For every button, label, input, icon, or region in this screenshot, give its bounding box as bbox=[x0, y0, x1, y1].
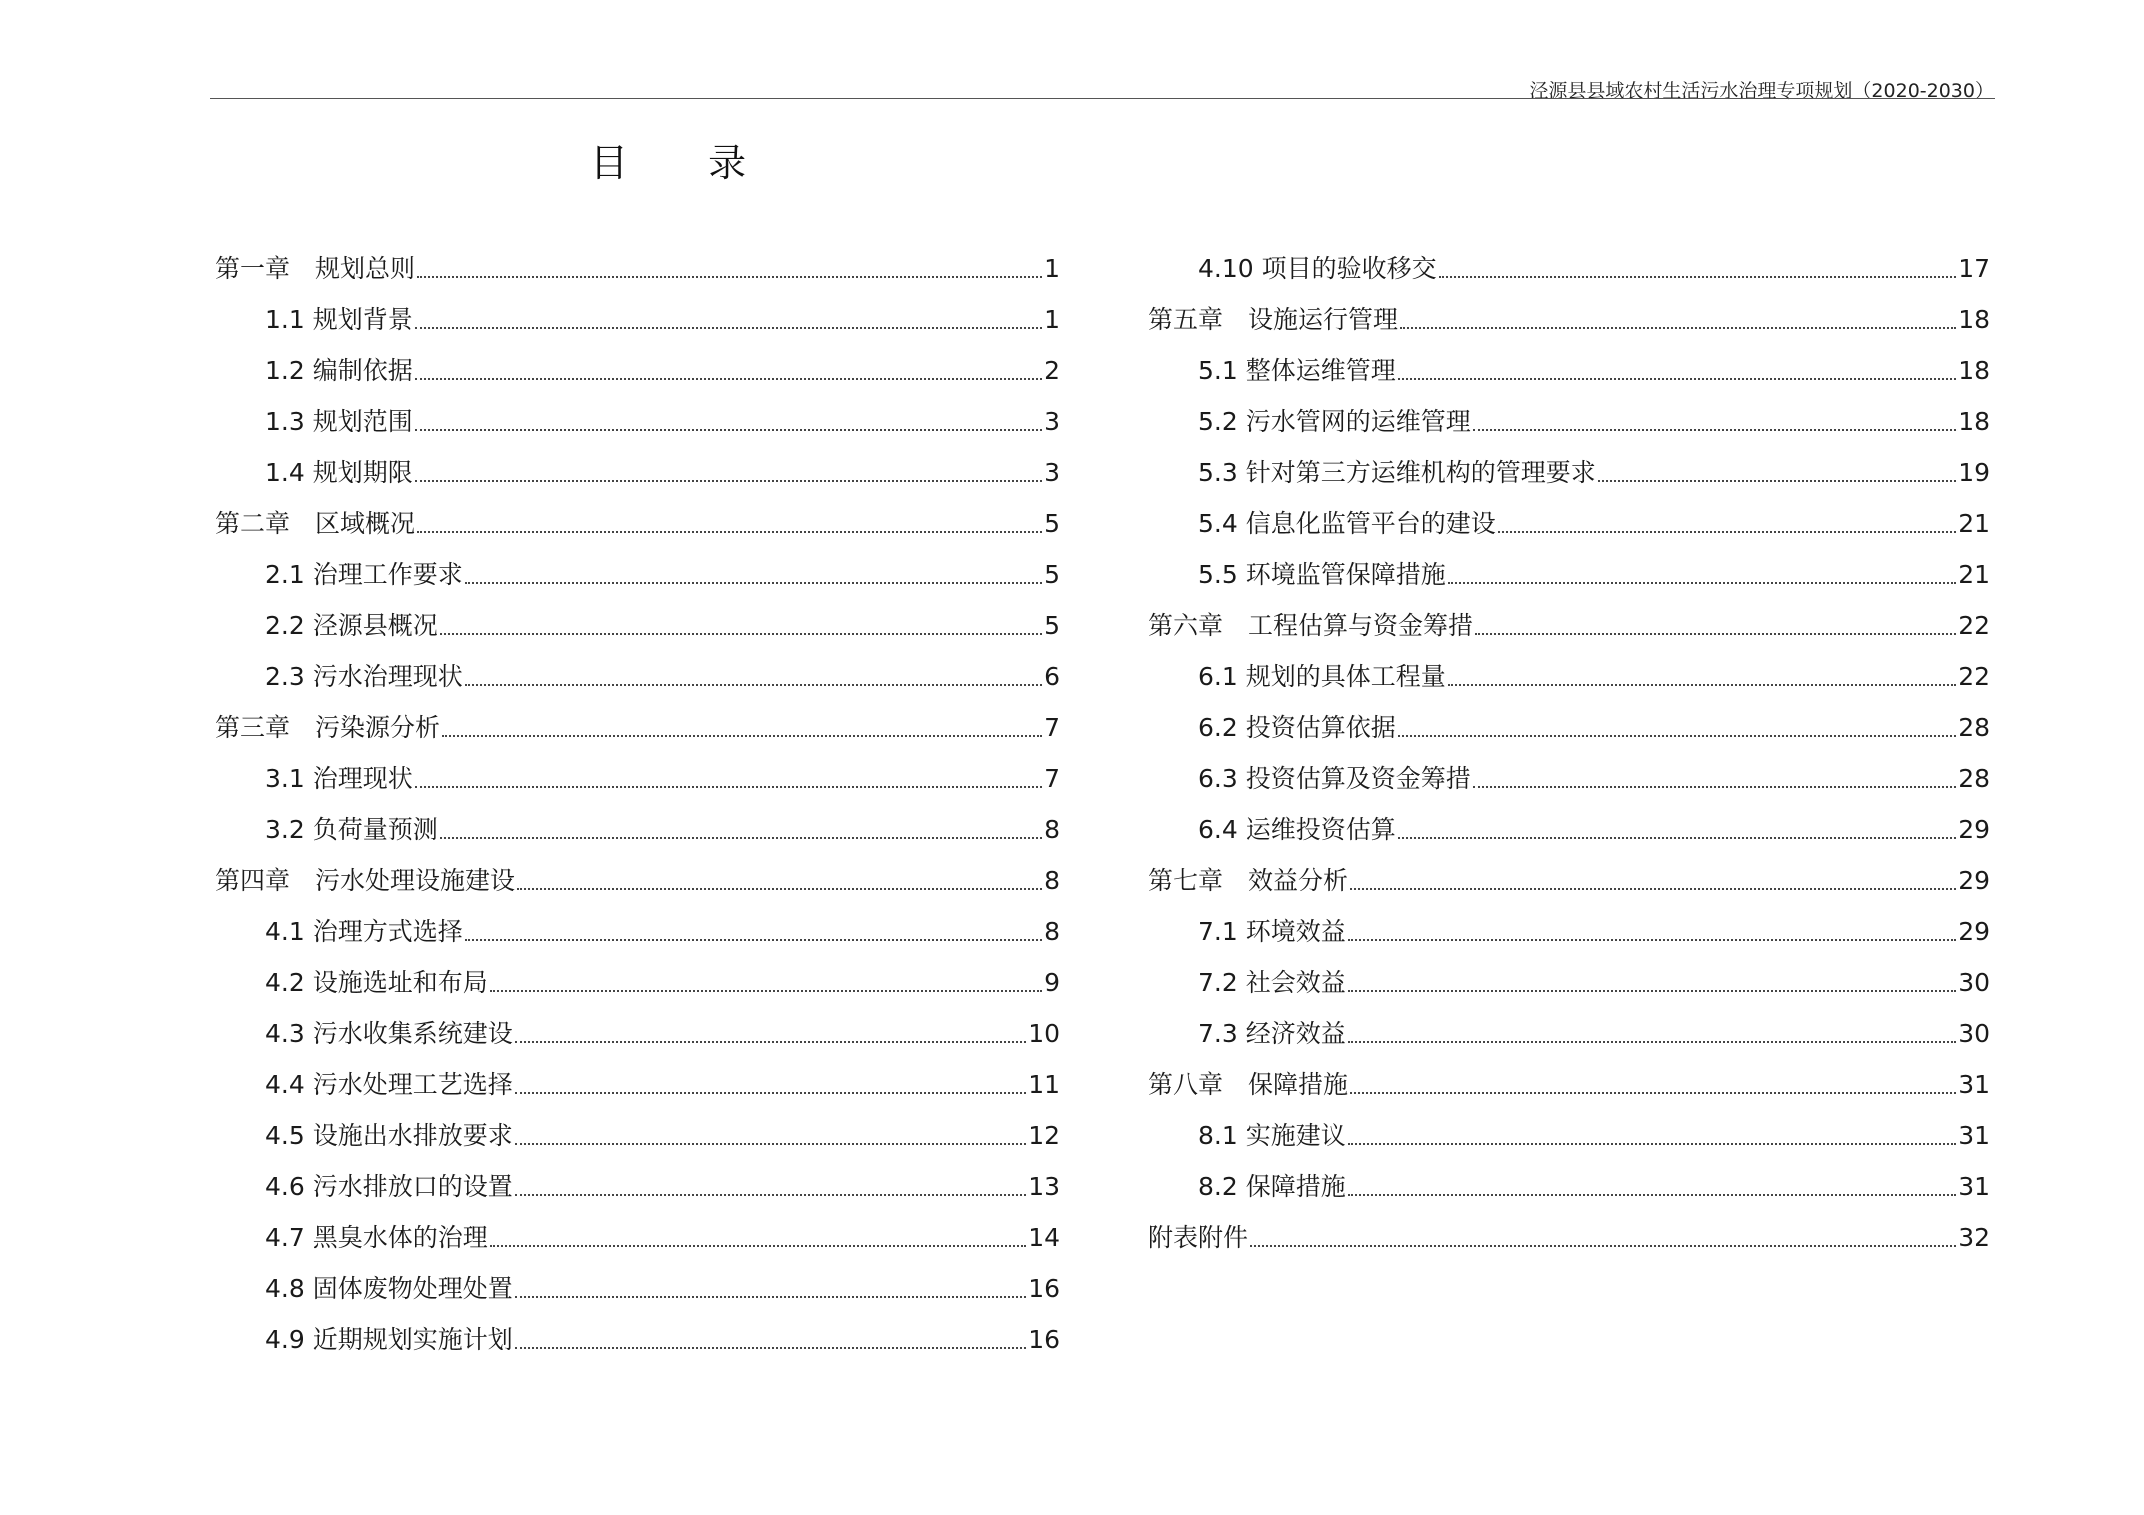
dot-leader bbox=[415, 480, 1042, 482]
toc-entry-page-number: 10 bbox=[1028, 1019, 1060, 1048]
toc-section-entry[interactable] bbox=[1148, 1159, 1990, 1210]
document-header-title: 泾源县县域农村生活污水治理专项规划（2020-2030） bbox=[1529, 80, 1994, 102]
toc-entry-page-number: 2 bbox=[1044, 356, 1060, 385]
toc-section-entry[interactable] bbox=[215, 445, 1060, 496]
dot-leader bbox=[415, 786, 1042, 788]
toc-entry-page-number: 1 bbox=[1044, 305, 1060, 334]
toc-entry-page-number: 1 bbox=[1044, 254, 1060, 283]
toc-section-entry[interactable] bbox=[1148, 1108, 1990, 1159]
toc-chapter-entry[interactable] bbox=[215, 853, 1060, 904]
dot-leader bbox=[440, 633, 1042, 635]
toc-entry-page-number: 21 bbox=[1958, 509, 1990, 538]
dot-leader bbox=[1348, 990, 1956, 992]
toc-entry-label: 3.2 负荷量预测 bbox=[265, 815, 438, 844]
toc-chapter-entry[interactable] bbox=[1148, 598, 1990, 649]
toc-heading: 目 录 bbox=[590, 141, 781, 185]
toc-section-entry[interactable] bbox=[1148, 955, 1990, 1006]
toc-entry-label: 第五章 设施运行管理 bbox=[1148, 305, 1399, 334]
dot-leader bbox=[1473, 429, 1956, 431]
toc-right-column bbox=[1148, 241, 1990, 1261]
toc-entry-label: 5.2 污水管网的运维管理 bbox=[1198, 407, 1471, 436]
toc-section-entry[interactable] bbox=[1148, 751, 1990, 802]
dot-leader bbox=[415, 429, 1042, 431]
toc-entry-page-number: 11 bbox=[1028, 1070, 1060, 1099]
toc-entry-page-number: 29 bbox=[1958, 815, 1990, 844]
toc-entry-page-number: 3 bbox=[1044, 407, 1060, 436]
toc-section-entry[interactable] bbox=[215, 955, 1060, 1006]
dot-leader bbox=[1475, 633, 1956, 635]
toc-section-entry[interactable] bbox=[215, 292, 1060, 343]
toc-entry-label: 6.3 投资估算及资金筹措 bbox=[1198, 764, 1471, 793]
toc-entry-page-number: 30 bbox=[1958, 1019, 1990, 1048]
dot-leader bbox=[1250, 1245, 1956, 1247]
toc-entry-page-number: 22 bbox=[1958, 611, 1990, 640]
dot-leader bbox=[1498, 531, 1956, 533]
toc-section-entry[interactable] bbox=[1148, 547, 1990, 598]
toc-entry-page-number: 13 bbox=[1028, 1172, 1060, 1201]
dot-leader bbox=[417, 276, 1042, 278]
toc-entry-label: 3.1 治理现状 bbox=[265, 764, 413, 793]
dot-leader bbox=[1448, 582, 1956, 584]
toc-entry-page-number: 28 bbox=[1958, 764, 1990, 793]
toc-entry-page-number: 28 bbox=[1958, 713, 1990, 742]
toc-entry-page-number: 8 bbox=[1044, 866, 1060, 895]
toc-entry-label: 7.2 社会效益 bbox=[1198, 968, 1346, 997]
toc-entry-label: 4.8 固体废物处理处置 bbox=[265, 1274, 513, 1303]
toc-entry-label: 附表附件 bbox=[1148, 1223, 1249, 1252]
toc-section-entry[interactable] bbox=[215, 1261, 1060, 1312]
toc-entry-page-number: 31 bbox=[1958, 1070, 1990, 1099]
toc-entry-label: 4.6 污水排放口的设置 bbox=[265, 1172, 513, 1201]
toc-entry-label: 1.2 编制依据 bbox=[265, 356, 413, 385]
dot-leader bbox=[515, 1194, 1026, 1196]
toc-entry-page-number: 14 bbox=[1028, 1223, 1060, 1252]
toc-entry-label: 第六章 工程估算与资金筹措 bbox=[1148, 611, 1474, 640]
toc-section-entry[interactable] bbox=[1148, 1006, 1990, 1057]
toc-entry-label: 1.4 规划期限 bbox=[265, 458, 413, 487]
toc-section-entry[interactable] bbox=[215, 904, 1060, 955]
toc-entry-page-number: 32 bbox=[1958, 1223, 1990, 1252]
dot-leader bbox=[417, 531, 1042, 533]
toc-entry-label: 4.1 治理方式选择 bbox=[265, 917, 463, 946]
dot-leader bbox=[1348, 1041, 1956, 1043]
header-divider bbox=[210, 98, 1995, 99]
toc-entry-label: 6.2 投资估算依据 bbox=[1198, 713, 1396, 742]
toc-chapter-entry[interactable] bbox=[1148, 292, 1990, 343]
toc-section-entry[interactable] bbox=[215, 751, 1060, 802]
dot-leader bbox=[415, 378, 1042, 380]
toc-entry-page-number: 7 bbox=[1044, 713, 1060, 742]
toc-chapter-entry[interactable] bbox=[215, 700, 1060, 751]
toc-section-entry[interactable] bbox=[1148, 394, 1990, 445]
toc-entry-label: 2.3 污水治理现状 bbox=[265, 662, 463, 691]
dot-leader bbox=[517, 888, 1042, 890]
toc-entry-page-number: 12 bbox=[1028, 1121, 1060, 1150]
toc-entry-label: 7.3 经济效益 bbox=[1198, 1019, 1346, 1048]
toc-chapter-entry[interactable] bbox=[215, 496, 1060, 547]
toc-entry-page-number: 5 bbox=[1044, 611, 1060, 640]
dot-leader bbox=[1598, 480, 1956, 482]
toc-entry-page-number: 21 bbox=[1958, 560, 1990, 589]
toc-entry-label: 5.3 针对第三方运维机构的管理要求 bbox=[1198, 458, 1596, 487]
toc-chapter-entry[interactable] bbox=[1148, 853, 1990, 904]
dot-leader bbox=[1439, 276, 1957, 278]
toc-entry-page-number: 16 bbox=[1028, 1274, 1060, 1303]
toc-section-entry[interactable] bbox=[215, 598, 1060, 649]
toc-entry-label: 5.5 环境监管保障措施 bbox=[1198, 560, 1446, 589]
toc-entry-label: 7.1 环境效益 bbox=[1198, 917, 1346, 946]
toc-entry-page-number: 3 bbox=[1044, 458, 1060, 487]
toc-section-entry[interactable] bbox=[1148, 802, 1990, 853]
toc-entry-page-number: 7 bbox=[1044, 764, 1060, 793]
dot-leader bbox=[1398, 837, 1956, 839]
dot-leader bbox=[440, 837, 1042, 839]
dot-leader bbox=[1473, 786, 1956, 788]
dot-leader bbox=[490, 1245, 1026, 1247]
toc-section-entry[interactable] bbox=[215, 343, 1060, 394]
dot-leader bbox=[1398, 378, 1956, 380]
toc-section-entry[interactable] bbox=[215, 1312, 1060, 1363]
toc-entry-page-number: 30 bbox=[1958, 968, 1990, 997]
dot-leader bbox=[515, 1143, 1026, 1145]
toc-entry-page-number: 9 bbox=[1044, 968, 1060, 997]
dot-leader bbox=[1348, 939, 1956, 941]
toc-section-entry[interactable] bbox=[1148, 496, 1990, 547]
toc-entry-label: 第三章 污染源分析 bbox=[215, 713, 441, 742]
toc-entry-page-number: 31 bbox=[1958, 1121, 1990, 1150]
toc-entry-page-number: 5 bbox=[1044, 560, 1060, 589]
toc-entry-label: 4.3 污水收集系统建设 bbox=[265, 1019, 513, 1048]
toc-entry-label: 第二章 区域概况 bbox=[215, 509, 416, 538]
toc-section-entry[interactable] bbox=[215, 802, 1060, 853]
toc-entry-page-number: 31 bbox=[1958, 1172, 1990, 1201]
toc-section-entry[interactable] bbox=[1148, 904, 1990, 955]
toc-section-entry[interactable] bbox=[215, 1210, 1060, 1261]
toc-entry-label: 4.2 设施选址和布局 bbox=[265, 968, 488, 997]
dot-leader bbox=[465, 684, 1042, 686]
toc-section-entry[interactable] bbox=[215, 394, 1060, 445]
dot-leader bbox=[1348, 1143, 1956, 1145]
toc-entry-page-number: 18 bbox=[1958, 356, 1990, 385]
toc-section-entry[interactable] bbox=[215, 649, 1060, 700]
dot-leader bbox=[415, 327, 1042, 329]
dot-leader bbox=[1350, 888, 1956, 890]
toc-entry-label: 8.1 实施建议 bbox=[1198, 1121, 1346, 1150]
dot-leader bbox=[1348, 1194, 1956, 1196]
toc-entry-page-number: 29 bbox=[1958, 917, 1990, 946]
toc-entry-label: 8.2 保障措施 bbox=[1198, 1172, 1346, 1201]
toc-section-entry[interactable] bbox=[215, 1159, 1060, 1210]
toc-entry-page-number: 6 bbox=[1044, 662, 1060, 691]
toc-entry-label: 4.4 污水处理工艺选择 bbox=[265, 1070, 513, 1099]
toc-left-column bbox=[215, 241, 1060, 1363]
toc-entry-label: 4.7 黑臭水体的治理 bbox=[265, 1223, 488, 1252]
toc-chapter-entry[interactable] bbox=[215, 241, 1060, 292]
dot-leader bbox=[465, 582, 1042, 584]
toc-section-entry[interactable] bbox=[1148, 700, 1990, 751]
toc-section-entry[interactable] bbox=[215, 1108, 1060, 1159]
toc-section-entry[interactable] bbox=[1148, 343, 1990, 394]
toc-entry-label: 4.9 近期规划实施计划 bbox=[265, 1325, 513, 1354]
toc-entry-page-number: 8 bbox=[1044, 815, 1060, 844]
dot-leader bbox=[515, 1092, 1026, 1094]
toc-entry-page-number: 8 bbox=[1044, 917, 1060, 946]
dot-leader bbox=[515, 1041, 1026, 1043]
toc-entry-label: 5.1 整体运维管理 bbox=[1198, 356, 1396, 385]
toc-entry-page-number: 19 bbox=[1958, 458, 1990, 487]
toc-entry-label: 4.5 设施出水排放要求 bbox=[265, 1121, 513, 1150]
toc-section-entry[interactable] bbox=[215, 1057, 1060, 1108]
toc-entry-label: 6.4 运维投资估算 bbox=[1198, 815, 1396, 844]
dot-leader bbox=[1398, 735, 1956, 737]
toc-entry-label: 4.10 项目的验收移交 bbox=[1198, 254, 1437, 283]
dot-leader bbox=[1400, 327, 1956, 329]
toc-entry-page-number: 22 bbox=[1958, 662, 1990, 691]
toc-entry-label: 2.1 治理工作要求 bbox=[265, 560, 463, 589]
dot-leader bbox=[490, 990, 1042, 992]
toc-chapter-entry[interactable] bbox=[1148, 1057, 1990, 1108]
toc-entry-page-number: 5 bbox=[1044, 509, 1060, 538]
toc-entry-label: 第八章 保障措施 bbox=[1148, 1070, 1349, 1099]
toc-section-entry[interactable] bbox=[215, 547, 1060, 598]
toc-entry-label: 2.2 泾源县概况 bbox=[265, 611, 438, 640]
toc-entry-label: 5.4 信息化监管平台的建设 bbox=[1198, 509, 1496, 538]
toc-section-entry[interactable] bbox=[1148, 649, 1990, 700]
toc-entry-page-number: 18 bbox=[1958, 407, 1990, 436]
dot-leader bbox=[515, 1347, 1026, 1349]
toc-entry-page-number: 17 bbox=[1958, 254, 1990, 283]
toc-entry-page-number: 18 bbox=[1958, 305, 1990, 334]
toc-entry-label: 1.1 规划背景 bbox=[265, 305, 413, 334]
toc-chapter-entry[interactable] bbox=[1148, 1210, 1990, 1261]
toc-section-entry[interactable] bbox=[215, 1006, 1060, 1057]
dot-leader bbox=[515, 1296, 1026, 1298]
toc-section-entry[interactable] bbox=[1148, 241, 1990, 292]
dot-leader bbox=[1350, 1092, 1956, 1094]
toc-entry-label: 第七章 效益分析 bbox=[1148, 866, 1349, 895]
toc-entry-label: 6.1 规划的具体工程量 bbox=[1198, 662, 1446, 691]
toc-entry-page-number: 29 bbox=[1958, 866, 1990, 895]
toc-entry-page-number: 16 bbox=[1028, 1325, 1060, 1354]
toc-entry-label: 第四章 污水处理设施建设 bbox=[215, 866, 516, 895]
dot-leader bbox=[442, 735, 1042, 737]
dot-leader bbox=[1448, 684, 1956, 686]
toc-entry-label: 1.3 规划范围 bbox=[265, 407, 413, 436]
dot-leader bbox=[465, 939, 1042, 941]
toc-section-entry[interactable] bbox=[1148, 445, 1990, 496]
toc-entry-label: 第一章 规划总则 bbox=[215, 254, 416, 283]
